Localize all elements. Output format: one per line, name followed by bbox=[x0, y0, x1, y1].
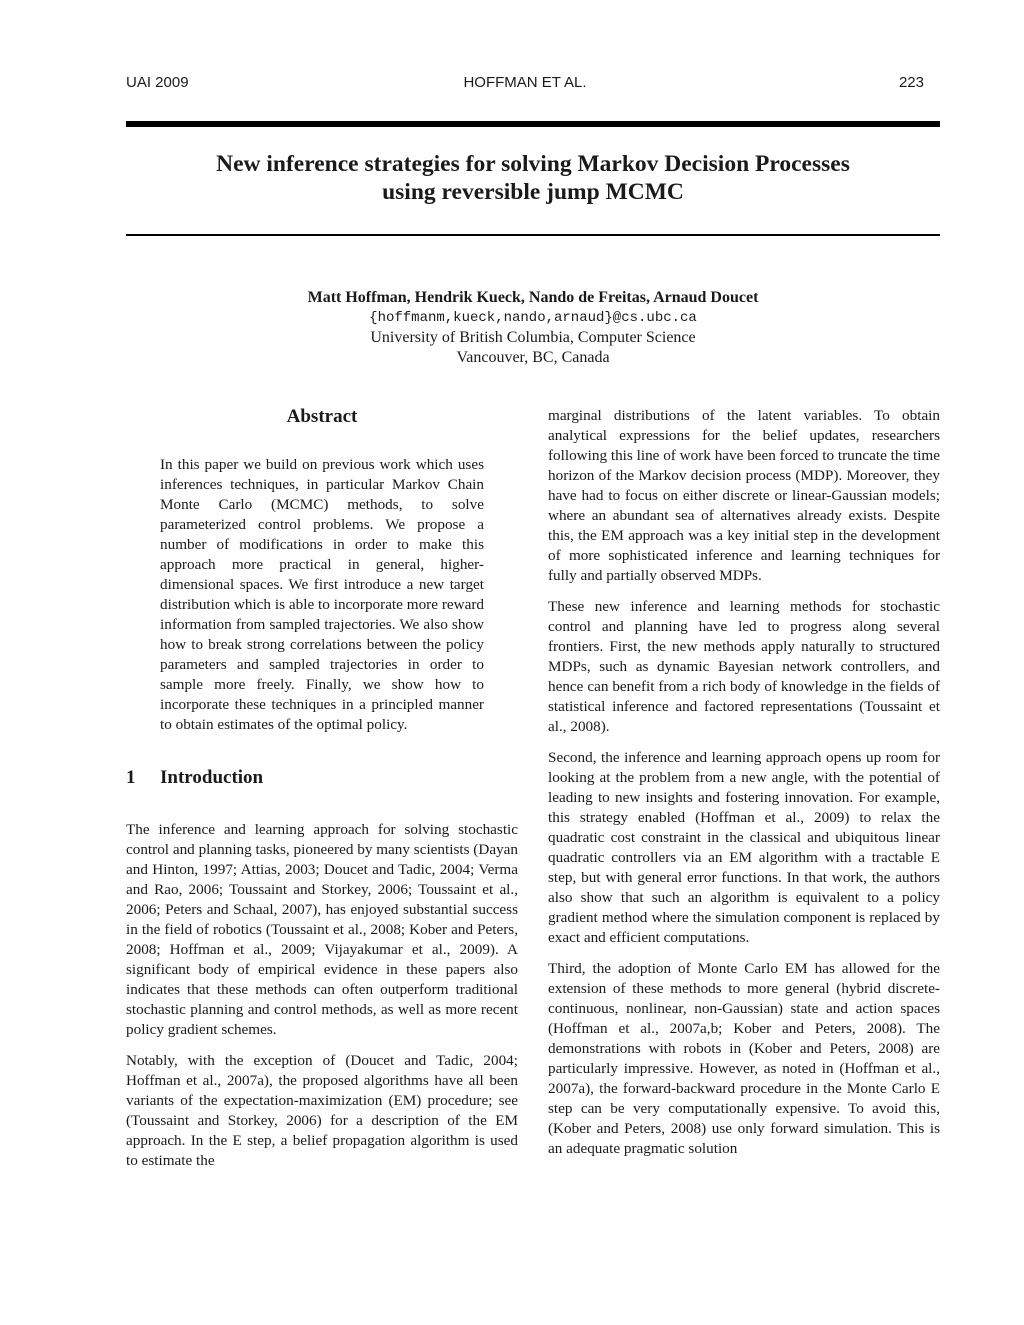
section-heading-introduction bbox=[126, 735, 518, 820]
venue-label: UAI 2009 bbox=[126, 74, 189, 91]
right-paragraph-4: Third, the adoption of Monte Carlo EM has allowed for the extension of these methods to more general (hybrid discrete-continuous, nonlinear, non-Gaussian) state and action spaces (Hoffman et al., 2007a,b; Kober and Peters, 2008). The demonstrations with robots in (Kober and Peters, 2008) are particularly impressive. However, as noted in (Hoffman et al., 2007a), the forward-backward procedure in the Monte Carlo E step can be very computationally expensive. To avoid this, (Kober and Peters, 2008) use only forward simulation. This is an adequate pragmatic solution bbox=[548, 960, 940, 1157]
abstract-heading: Abstract bbox=[286, 406, 358, 427]
title-line-2: using reversible jump MCMC bbox=[382, 179, 684, 205]
section-number: 1 bbox=[126, 767, 136, 788]
author-block bbox=[126, 288, 940, 368]
intro-paragraph-2: Notably, with the exception of (Doucet and Tadic, 2004; Hoffman et al., 2007a), the proposed algorithms have all been variants of the expectation-maximization (EM) procedure; see (Toussaint and Storkey, 2006) for a description of the EM approach. In the E step, a belief propagation algorithm is used to estimate the bbox=[126, 1052, 518, 1169]
author-email: {hoffmanm,kueck,nando,arnaud}@cs.ubc.ca bbox=[369, 310, 697, 326]
running-authors: HOFFMAN ET AL. bbox=[463, 74, 587, 91]
title-line-1: New inference strategies for solving Markov Decision Processes bbox=[216, 151, 850, 177]
right-paragraph-2: These new inference and learning methods for stochastic control and planning have led to progress along several frontiers. First, the new methods apply naturally to structured MDPs, such as dynamic Bayesian network controllers, and hence can benefit from a rich body of knowledge in the fields of statistical inference and factored representations (Toussaint et al., 2008). bbox=[548, 598, 940, 735]
author-names: Matt Hoffman, Hendrik Kueck, Nando de Freitas, Arnaud Doucet bbox=[307, 289, 759, 306]
page-number: 223 bbox=[898, 74, 924, 91]
section-title: Introduction bbox=[160, 767, 264, 788]
intro-paragraph-1: The inference and learning approach for solving stochastic control and planning tasks, pioneered by many scientists (Dayan and Hinton, 1997; Attias, 2003; Doucet and Tadic, 2004; Verma and Rao, 2006; Toussaint and Storkey, 2006; Toussaint et al., 2006; Peters and Schaal, 2007), has enjoyed substantial success in the field of robotics (Toussaint et al., 2008; Kober and Peters, 2008; Hoffman et al., 2009; Vijayakumar et al., 2009). A significant body of empirical evidence in these papers also indicates that these methods can often outperform traditional stochastic planning and control methods, as well as more recent policy gradient schemes. bbox=[126, 821, 518, 1038]
right-paragraph-1: marginal distributions of the latent variables. To obtain analytical expressions for the belief updates, researchers following this line of work have been forced to truncate the time horizon of the Markov decision process (MDP). Moreover, they have had to focus on either discrete or linear-Gaussian models; where an abundant sea of alternatives already exists. Despite this, the EM approach was a key initial step in the development of more sophisticated inference and learning techniques for fully and partially observed MDPs. bbox=[548, 407, 940, 584]
left-column bbox=[126, 400, 518, 1171]
author-location: Vancouver, BC, Canada bbox=[456, 349, 610, 366]
running-head bbox=[126, 74, 924, 96]
right-column bbox=[548, 406, 940, 1159]
right-paragraph-3: Second, the inference and learning approach opens up room for looking at the problem from a new angle, with the potential of leading to new insights and fostering innovation. For example, this strategy enabled (Hoffman et al., 2009) to relax the quadratic cost constraint in the classical and ubiquitous linear quadratic controllers via an EM algorithm with a tractable E step, but with general error functions. In that work, the authors also show that such an algorithm is equivalent to a policy gradient method where the simulation component is replaced by exact and efficient computations. bbox=[548, 749, 940, 946]
author-affiliation: University of British Columbia, Computer Science bbox=[370, 329, 696, 346]
title-top-rule bbox=[126, 121, 940, 127]
paper-title bbox=[126, 150, 940, 206]
title-bottom-rule bbox=[126, 234, 940, 236]
abstract-text: In this paper we build on previous work which uses inferences techniques, in particular Markov Chain Monte Carlo (MCMC) methods, to solve parameterized control problems. We propose a number of modifications in order to make this approach more practical in general, higher-dimensional spaces. We first introduce a new target distribution which is able to incorporate more reward information from sampled trajectories. We also show how to break strong correlations between the policy parameters and sampled trajectories in order to sample more freely. Finally, we show how to incorporate these techniques in a principled manner to obtain estimates of the optimal policy. bbox=[160, 456, 484, 733]
